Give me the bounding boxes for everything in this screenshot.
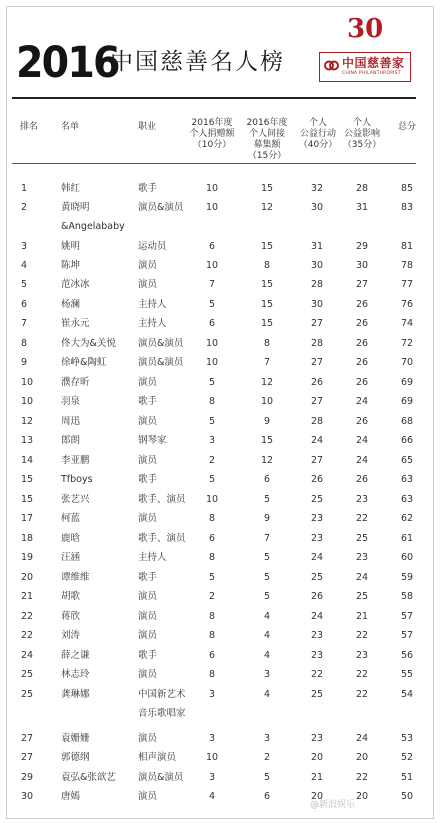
cell-rank: 7	[21, 318, 28, 329]
cell-influence: 29	[355, 241, 369, 252]
cell-rank: 21	[21, 591, 34, 602]
cell-donation: 5	[208, 377, 216, 388]
cell-influence: 26	[355, 416, 369, 427]
cell-raised: 8	[263, 260, 271, 271]
cell-influence: 26	[355, 377, 369, 388]
cell-action: 31	[310, 241, 324, 252]
col-header-action-line2: 公益行动	[299, 129, 336, 139]
cell-job: 演员	[138, 669, 158, 680]
cell-donation: 10	[205, 202, 219, 213]
col-header-action-line1: 个人	[308, 118, 327, 128]
cell-rank: 22	[21, 611, 34, 622]
cell-job: 歌手	[138, 572, 158, 583]
cell-total: 63	[400, 494, 414, 505]
cell-name: 黄晓明	[61, 202, 90, 213]
cell-name: 韩红	[61, 183, 81, 194]
cell-job: 主持人	[138, 318, 167, 329]
cell-donation: 8	[208, 552, 216, 563]
cell-name: 周迅	[61, 416, 81, 427]
cell-total: 69	[400, 396, 414, 407]
cell-raised: 15	[260, 241, 274, 252]
cell-total: 57	[400, 611, 414, 622]
cell-donation: 3	[208, 772, 216, 783]
cell-influence: 20	[355, 791, 369, 802]
cell-name: 张艺兴	[61, 494, 90, 505]
col-header-job: 职业	[138, 122, 157, 132]
logo-mark-icon	[324, 58, 339, 73]
cell-total: 70	[400, 357, 414, 368]
cell-rank: 29	[21, 772, 34, 783]
cell-rank: 2	[21, 202, 28, 213]
cell-raised: 5	[263, 552, 271, 563]
cell-total: 69	[400, 377, 414, 388]
cell-rank: 19	[21, 552, 34, 563]
cell-action: 27	[310, 318, 324, 329]
cell-donation: 10	[205, 357, 219, 368]
cell-job: 演员	[138, 630, 158, 641]
col-header-raised-line1: 2016年度	[246, 118, 288, 128]
cell-donation: 8	[208, 669, 216, 680]
col-header-influence	[337, 118, 387, 151]
cell-job: 运动员	[138, 241, 167, 252]
cell-total: 78	[400, 260, 414, 271]
cell-influence: 26	[355, 474, 369, 485]
cell-job: 演员	[138, 513, 158, 524]
magazine-logo	[319, 52, 411, 82]
cell-raised: 12	[260, 377, 274, 388]
cell-action: 24	[310, 435, 324, 446]
cell-raised: 9	[263, 416, 271, 427]
cell-name: 杨澜	[61, 299, 81, 310]
col-header-rank: 排名	[20, 122, 39, 132]
cell-rank: 4	[21, 260, 28, 271]
cell-influence: 24	[355, 435, 369, 446]
cell-donation: 6	[208, 533, 216, 544]
cell-donation: 5	[208, 474, 216, 485]
cell-rank: 3	[21, 241, 28, 252]
cell-action: 23	[310, 630, 324, 641]
cell-job: 歌手	[138, 474, 158, 485]
cell-job: 演员	[138, 611, 158, 622]
col-header-name: 名单	[61, 122, 80, 132]
cell-rank: 27	[21, 752, 34, 763]
cell-name-line2: &Angelababy	[61, 221, 125, 232]
cell-donation: 3	[208, 689, 216, 700]
cell-rank: 10	[21, 377, 34, 388]
cell-action: 23	[310, 650, 324, 661]
cell-donation: 8	[208, 611, 216, 622]
cell-action: 30	[310, 260, 324, 271]
cell-job: 演员	[138, 791, 158, 802]
cell-job: 演员	[138, 733, 158, 744]
cell-donation: 6	[208, 318, 216, 329]
cell-name: 胡歌	[61, 591, 81, 602]
logo-text-cn: 中国慈善家	[342, 56, 405, 70]
cell-rank: 25	[21, 689, 34, 700]
cell-action: 25	[310, 494, 324, 505]
cell-total: 83	[400, 202, 414, 213]
cell-rank: 5	[21, 279, 28, 290]
cell-raised: 5	[263, 591, 271, 602]
cell-total: 52	[400, 752, 414, 763]
cell-name: 姚明	[61, 241, 81, 252]
cell-name: 袁姗姗	[61, 733, 90, 744]
cell-rank: 1	[21, 183, 28, 194]
cell-name: 羽泉	[61, 396, 81, 407]
cell-influence: 24	[355, 572, 369, 583]
cell-total: 56	[400, 650, 414, 661]
cell-job: 歌手、演员	[138, 494, 186, 505]
watermark: @新浪娱乐	[310, 800, 356, 810]
cell-raised: 9	[263, 513, 271, 524]
cell-total: 57	[400, 630, 414, 641]
cell-name: 郭德纲	[61, 752, 90, 763]
cell-raised: 6	[263, 474, 271, 485]
cell-name: 李亚鹏	[61, 455, 90, 466]
cell-action: 27	[310, 357, 324, 368]
cell-rank: 6	[21, 299, 28, 310]
col-header-raised	[239, 118, 295, 162]
cell-influence: 24	[355, 455, 369, 466]
cell-rank: 8	[21, 338, 28, 349]
cell-total: 65	[400, 455, 414, 466]
cell-raised: 2	[263, 752, 271, 763]
cell-action: 22	[310, 669, 324, 680]
cell-job: 中国新艺术	[138, 689, 186, 700]
col-header-influence-line2: 公益影响	[343, 129, 380, 139]
header-divider	[12, 163, 416, 164]
cell-action: 25	[310, 689, 324, 700]
cell-rank: 14	[21, 455, 34, 466]
cell-total: 76	[400, 299, 414, 310]
cell-job: 演员&演员	[138, 338, 184, 349]
cell-job: 主持人	[138, 552, 167, 563]
cell-action: 28	[310, 338, 324, 349]
col-header-total: 总分	[398, 122, 417, 132]
cell-job: 演员	[138, 377, 158, 388]
cell-name: Tfboys	[61, 474, 93, 485]
cell-raised: 10	[260, 396, 274, 407]
header-year: 2016	[16, 38, 119, 88]
cell-rank: 18	[21, 533, 34, 544]
cell-influence: 26	[355, 299, 369, 310]
cell-raised: 15	[260, 299, 274, 310]
col-header-influence-line1: 个人	[352, 118, 371, 128]
cell-name: 鹿晗	[61, 533, 81, 544]
cell-rank: 22	[21, 630, 34, 641]
cell-action: 28	[310, 279, 324, 290]
cell-influence: 25	[355, 591, 369, 602]
cell-influence: 30	[355, 260, 369, 271]
cell-total: 59	[400, 572, 414, 583]
cell-action: 23	[310, 733, 324, 744]
cell-raised: 7	[263, 533, 271, 544]
cell-job: 主持人	[138, 299, 167, 310]
cell-influence: 23	[355, 650, 369, 661]
cell-influence: 23	[355, 552, 369, 563]
cell-name: 陈坤	[61, 260, 81, 271]
cell-donation: 10	[205, 752, 219, 763]
cell-raised: 6	[263, 791, 271, 802]
cell-action: 27	[310, 455, 324, 466]
cell-donation: 2	[208, 591, 216, 602]
cell-action: 24	[310, 552, 324, 563]
cell-action: 27	[310, 396, 324, 407]
cell-rank: 30	[21, 791, 34, 802]
col-header-donation-line3: （10分）	[192, 140, 232, 150]
cell-action: 24	[310, 611, 324, 622]
cell-influence: 28	[355, 183, 369, 194]
cell-donation: 8	[208, 396, 216, 407]
cell-rank: 15	[21, 494, 34, 505]
cell-influence: 26	[355, 357, 369, 368]
cell-donation: 10	[205, 260, 219, 271]
cell-job: 演员	[138, 260, 158, 271]
col-header-action-line3: （40分）	[298, 140, 338, 150]
cell-job: 歌手	[138, 650, 158, 661]
cell-donation: 6	[208, 650, 216, 661]
cell-action: 25	[310, 572, 324, 583]
col-header-donation	[184, 118, 240, 151]
cell-job: 相声演员	[138, 752, 177, 763]
cell-rank: 15	[21, 474, 34, 485]
cell-job: 演员	[138, 279, 158, 290]
cell-total: 68	[400, 416, 414, 427]
cell-rank: 27	[21, 733, 34, 744]
cell-raised: 3	[263, 669, 271, 680]
cell-job: 演员&演员	[138, 202, 184, 213]
cell-action: 32	[310, 183, 324, 194]
cell-total: 51	[400, 772, 414, 783]
cell-raised: 4	[263, 650, 271, 661]
cell-raised: 15	[260, 183, 274, 194]
cell-donation: 3	[208, 733, 216, 744]
cell-donation: 7	[208, 279, 216, 290]
cell-raised: 4	[263, 630, 271, 641]
col-header-donation-line1: 2016年度	[191, 118, 233, 128]
cell-name: 崔永元	[61, 318, 90, 329]
cell-total: 77	[400, 279, 414, 290]
cell-donation: 5	[208, 416, 216, 427]
cell-influence: 22	[355, 513, 369, 524]
cell-action: 26	[310, 591, 324, 602]
cell-action: 23	[310, 533, 324, 544]
cell-raised: 4	[263, 611, 271, 622]
cell-name: 薛之谦	[61, 650, 90, 661]
cell-influence: 22	[355, 630, 369, 641]
cell-rank: 13	[21, 435, 34, 446]
cell-raised: 5	[263, 494, 271, 505]
col-header-raised-line2: 个人间接	[248, 129, 285, 139]
cell-total: 58	[400, 591, 414, 602]
cell-rank: 17	[21, 513, 34, 524]
cell-name: 唐嫣	[61, 791, 81, 802]
cell-job: 歌手	[138, 396, 158, 407]
cell-influence: 20	[355, 752, 369, 763]
cell-name: 谭维维	[61, 572, 90, 583]
cell-raised: 12	[260, 455, 274, 466]
cell-name: 佟大为&关悦	[61, 338, 116, 349]
cell-rank: 20	[21, 572, 34, 583]
cell-name: 汪涵	[61, 552, 81, 563]
cell-donation: 5	[208, 299, 216, 310]
cell-total: 81	[400, 241, 414, 252]
cell-raised: 4	[263, 689, 271, 700]
cell-influence: 22	[355, 689, 369, 700]
cell-action: 26	[310, 377, 324, 388]
cell-donation: 2	[208, 455, 216, 466]
cell-total: 74	[400, 318, 414, 329]
cell-donation: 10	[205, 494, 219, 505]
cell-donation: 5	[208, 572, 216, 583]
cell-raised: 5	[263, 772, 271, 783]
cell-total: 50	[400, 791, 414, 802]
cell-raised: 5	[263, 572, 271, 583]
cell-rank: 9	[21, 357, 28, 368]
cell-action: 30	[310, 202, 324, 213]
cell-raised: 8	[263, 338, 271, 349]
cell-raised: 12	[260, 202, 274, 213]
cell-raised: 3	[263, 733, 271, 744]
cell-influence: 26	[355, 338, 369, 349]
col-header-raised-line3: 募集额	[253, 140, 281, 150]
header-rule	[12, 97, 416, 99]
cell-total: 85	[400, 183, 414, 194]
cell-action: 23	[310, 513, 324, 524]
cell-influence: 25	[355, 533, 369, 544]
cell-action: 21	[310, 772, 324, 783]
col-header-action	[293, 118, 343, 151]
cell-donation: 8	[208, 630, 216, 641]
cell-action: 26	[310, 474, 324, 485]
cell-job: 歌手、演员	[138, 533, 186, 544]
cell-name: 袁弘&张歆艺	[61, 772, 116, 783]
cell-job: 钢琴家	[138, 435, 167, 446]
cell-total: 54	[400, 689, 414, 700]
cell-influence: 24	[355, 733, 369, 744]
cell-name: 龚琳娜	[61, 689, 90, 700]
cell-name: 濮存昕	[61, 377, 90, 388]
cell-donation: 4	[208, 791, 216, 802]
cell-influence: 22	[355, 772, 369, 783]
cell-action: 28	[310, 416, 324, 427]
cell-raised: 15	[260, 279, 274, 290]
cell-donation: 10	[205, 183, 219, 194]
cell-rank: 24	[21, 650, 34, 661]
cell-name: 郎朗	[61, 435, 81, 446]
cell-job: 演员	[138, 416, 158, 427]
cell-total: 61	[400, 533, 414, 544]
cell-name: 林志玲	[61, 669, 90, 680]
cell-action: 20	[310, 791, 324, 802]
cell-job-line2: 音乐歌唱家	[138, 708, 186, 719]
cell-job: 演员	[138, 455, 158, 466]
cell-total: 60	[400, 552, 414, 563]
cell-raised: 15	[260, 318, 274, 329]
col-header-raised-line4: （15分）	[247, 151, 287, 161]
cell-name: 范冰冰	[61, 279, 90, 290]
col-header-donation-line2: 个人捐赠额	[189, 129, 235, 139]
cell-influence: 21	[355, 611, 369, 622]
cell-influence: 22	[355, 669, 369, 680]
cell-donation: 10	[205, 338, 219, 349]
cell-influence: 26	[355, 318, 369, 329]
cell-job: 演员&演员	[138, 772, 184, 783]
col-header-influence-line3: （35分）	[342, 140, 382, 150]
cell-influence: 24	[355, 396, 369, 407]
cell-name: 柯蓝	[61, 513, 81, 524]
cell-donation: 8	[208, 513, 216, 524]
cell-influence: 31	[355, 202, 369, 213]
cell-name: 蒋欣	[61, 611, 81, 622]
cell-rank: 12	[21, 416, 34, 427]
cell-job: 演员&演员	[138, 357, 184, 368]
cell-raised: 15	[260, 435, 274, 446]
cell-total: 72	[400, 338, 414, 349]
logo-text-en: CHINA PHILANTHROPIST	[342, 71, 401, 76]
cell-action: 30	[310, 299, 324, 310]
cell-donation: 3	[208, 435, 216, 446]
cell-total: 55	[400, 669, 414, 680]
cell-total: 53	[400, 733, 414, 744]
cell-donation: 6	[208, 241, 216, 252]
cell-job: 歌手	[138, 183, 158, 194]
cell-job: 演员	[138, 591, 158, 602]
page-header	[0, 0, 426, 100]
cell-rank: 10	[21, 396, 34, 407]
cell-raised: 7	[263, 357, 271, 368]
cell-influence: 27	[355, 279, 369, 290]
cell-action: 20	[310, 752, 324, 763]
cell-rank: 25	[21, 669, 34, 680]
cell-name: 徐峥&陶虹	[61, 357, 107, 368]
cell-total: 63	[400, 474, 414, 485]
cell-total: 62	[400, 513, 414, 524]
cell-total: 66	[400, 435, 414, 446]
page-title: 中国慈善名人榜	[110, 49, 285, 75]
issue-number: 30	[347, 14, 384, 44]
cell-name: 刘涛	[61, 630, 81, 641]
cell-influence: 23	[355, 494, 369, 505]
